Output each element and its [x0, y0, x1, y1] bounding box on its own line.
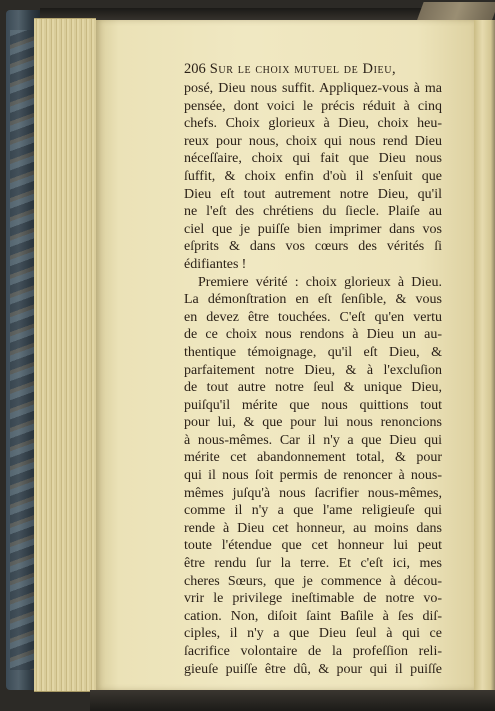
- text-line: ciples, il n'y a que Dieu ſeul à qui ce: [184, 626, 442, 642]
- text-line: ſuffit, & choix enfin d'où il s'enſuit que: [184, 168, 442, 184]
- text-line: posé, Dieu nous suffit. Appliquez-vous à ma: [184, 81, 442, 96]
- page-right-edge: [474, 20, 495, 690]
- bottom-shadow: [90, 690, 495, 711]
- text-line: de ce choix nous rendons à Dieu un au-: [184, 327, 442, 343]
- text-line: édifiantes !: [184, 256, 247, 272]
- text-line: ciel que je puiſſe bien imprimer dans vos: [184, 221, 442, 237]
- body-text: [184, 80, 442, 678]
- text-line: parfaitement notre Dieu, & à l'excluſion: [184, 362, 442, 378]
- text-line: pour lui, & que pour lui nous renoncions: [184, 415, 442, 431]
- text-line: puiſqu'il mérite que nous quittions tout: [184, 397, 442, 413]
- text-line: cation. Non, diſoit ſaint Baſile à ſes diſ-: [184, 608, 442, 624]
- text-line: de tout autre notre ſeul & unique Dieu,: [184, 380, 442, 396]
- text-line: comme il n'y a que l'ame religieuſe qui: [184, 503, 442, 519]
- page-text: [184, 58, 442, 678]
- text-line: néceſſaire, choix qui fait que Dieu nous: [184, 151, 442, 167]
- text-line: toute l'étendue que cet honneur lui peut: [184, 538, 442, 554]
- running-title: Sur le choix mutuel de Dieu,: [209, 61, 397, 77]
- text-line: en devez être touchées. C'eſt qu'en vertu: [184, 309, 442, 325]
- text-line: à nous-mêmes. Car il n'y a que Dieu qui: [184, 432, 442, 448]
- text-line: cheres Sœurs, que je commence à décou-: [184, 573, 442, 589]
- text-line: gieuſe puiſſe être dû, & pour qui il puiſſe: [184, 661, 442, 677]
- page-edges: [34, 18, 96, 692]
- text-line: ne l'eſt des chrétiens du ſiecle. Plaiſe au: [184, 204, 442, 220]
- text-line: vrir le privilege ineſtimable de notre vo-: [184, 591, 442, 607]
- running-head: [184, 58, 442, 80]
- marbled-cover: [10, 30, 34, 670]
- text-line: eſprits & dans vos cœurs des vérités ſi: [184, 239, 442, 255]
- text-line: Dieu eſt tout autrement notre Dieu, qu'il: [184, 186, 442, 202]
- text-line: qui il nous ſoit permis de renoncer à nous-: [184, 468, 442, 484]
- text-line: chefs. Choix glorieux à Dieu, choix heu-: [184, 116, 442, 132]
- text-line: La démonſtration en eſt ſenſible, & vous: [184, 292, 442, 308]
- text-line: mérite cet abandonnement total, & pour: [184, 450, 442, 466]
- text-line: être rendu ſur la terre. Et c'eſt ici, mes: [184, 556, 442, 572]
- page-number: 206: [184, 61, 206, 77]
- text-line: pensée, dont voici le précis réduit à cinq: [184, 98, 442, 114]
- text-line: thentique témoignage, qu'il eſt Dieu, &: [184, 344, 442, 360]
- text-line: Premiere vérité : choix glorieux à Dieu.: [198, 274, 442, 290]
- text-line: mêmes juſqu'à nous ſacrifier nous-mêmes,: [184, 485, 442, 501]
- text-line: rende à Dieu cet honneur, au moins dans: [184, 520, 442, 536]
- text-line: reux pour nous, choix qui nous rend Dieu: [184, 133, 442, 149]
- text-line: ſacrifice volontaire de la profeſſion reli-: [184, 644, 442, 659]
- ribbon-bookmark: [416, 2, 495, 22]
